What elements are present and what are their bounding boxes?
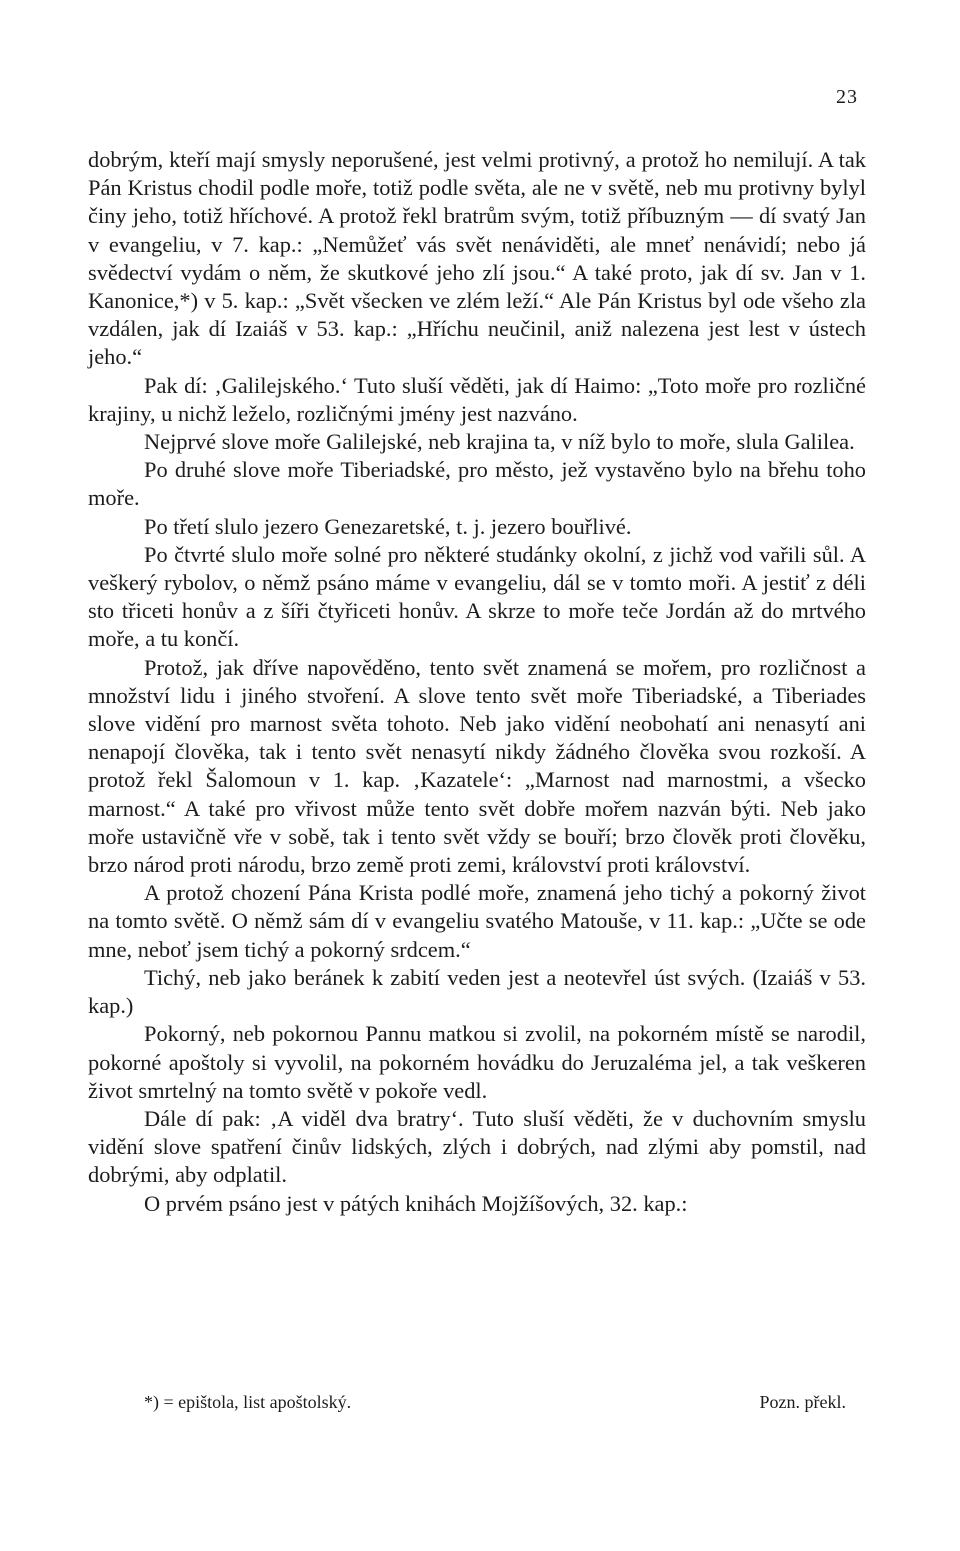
paragraph: Tichý, neb jako beránek k zabití veden jest a neotevřel úst svých. (Izaiáš v 53. kap.) (88, 964, 866, 1019)
paragraph: Dále dí pak: ‚A viděl dva bratry‘. Tuto sluší věděti, že v duchovním smyslu vidění slove spatření činův lidských, zlých i dobrých, nad zlými aby pomstil, nad dobrými, aby odplatil. (88, 1105, 866, 1188)
page-number: 23 (836, 86, 858, 108)
paragraph: Po třetí slulo jezero Genezaretské, t. j. jezero bouřlivé. (144, 513, 632, 539)
paragraph: Po čtvrté slulo moře solné pro některé studánky okolní, z jichž vod vařili sůl. A veškerý rybolov, o němž psáno máme v evangeliu, dál se v tomto moři. A jestiť z déli sto třiceti honův a z šíři čtyřiceti honův. A skrze to moře teče Jordán až do mrtvého moře, a tu končí. (88, 541, 866, 652)
footnote (144, 1390, 846, 1414)
body-text (88, 146, 866, 1218)
paragraph: Pak dí: ‚Galilejského.‘ Tuto sluší věděti, jak dí Haimo: „Toto moře pro rozličné krajiny, u nichž leželo, rozličnými jmény jest nazváno. (88, 372, 866, 426)
paragraph: O prvém psáno jest v pátých knihách Mojžíšových, 32. kap.: (144, 1190, 688, 1216)
paragraph: A protož chození Pána Krista podlé moře, znamená jeho tichý a pokorný život na tomto světě. O němž sám dí v evangeliu svatého Matouše, v 11. kap.: „Učte se ode mne, neboť jsem tichý a pokorný srdcem.“ (88, 880, 866, 962)
translator-note: Pozn. překl. (759, 1392, 846, 1412)
paragraph: Nejprvé slove moře Galilejské, neb krajina ta, v níž bylo to moře, slula Galilea. (144, 429, 855, 455)
paragraph: Pokorný, neb pokornou Pannu matkou si zvolil, na pokorném místě se narodil, pokorné apoštoly si vyvolil, na pokorném hovádku do Jeruzaléma jel, a tak veškeren život smrtelný na tomto světě v pokoře vedl. (88, 1021, 866, 1103)
footnote-text: *) = epištola, list apoštolský. (144, 1392, 352, 1412)
paragraph: Protož, jak dříve napověděno, tento svět znamená se mořem, pro rozličnost a množství lidu i jiného stvoření. A slove tento svět moře Tiberiadské, a Tiberiades slove vidění pro marnost světa tohoto. Neb jako vidění neobohatí ani nenasytí ani nenapojí člověka, tak i tento svět nenasytí nikdy žádného člověka svou rozkoší. A protož řekl Šalomoun v 1. kap. ‚Kazatele‘: „Marnost nad marnostmi, a všecko marnost.“ A také pro vřivost může tento svět dobře mořem nazván býti. Neb jako moře ustavičně vře v sobě, tak i tento svět vždy se bouří; brzo člověk proti člověku, brzo národ proti národu, brzo země proti zemi, království proti království. (88, 654, 866, 878)
paragraph: Po druhé slove moře Tiberiadské, pro město, jež vystavěno bylo na břehu toho moře. (88, 457, 866, 511)
paragraph: dobrým, kteří mají smysly neporušené, jest velmi protivný, a protož ho nemilují. A tak Pán Kristus chodil podle moře, totiž podle světa, ale ne v světě, neb mu protivny bylyl činy jeho, totiž hříchové. A protož řekl bratrům svým, totiž příbuzným — dí svatý Jan v evangeliu, v 7. kap.: „Nemůžeť vás svět nenáviděti, ale mneť nenávidí; nebo já svědectví vydám o něm, že skutkové jeho zlí jsou.“ A také proto, jak dí sv. Jan v 1. Kanonice,*) v 5. kap.: „Svět všecken ve zlém leží.“ Ale Pán Kristus byl ode všeho zla vzdálen, jak dí Izaiáš v 53. kap.: „Hříchu neučinil, aniž nalezena jest lest v ústech jeho.“ (88, 147, 866, 370)
